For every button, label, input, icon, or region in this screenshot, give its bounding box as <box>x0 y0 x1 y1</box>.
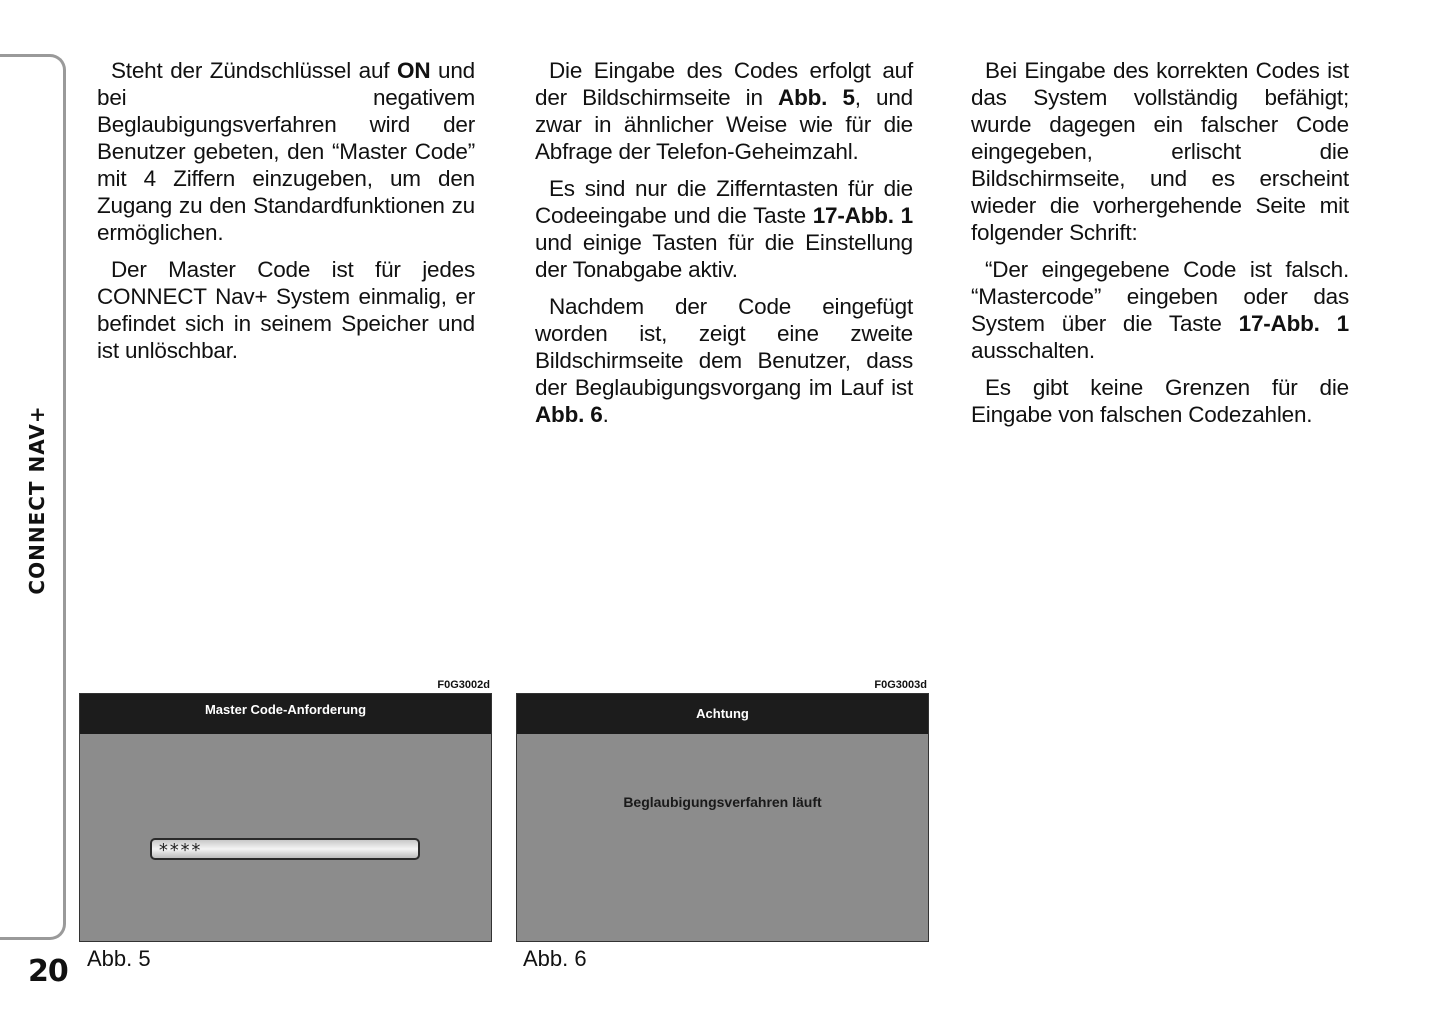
attention-screen <box>516 693 929 942</box>
figure-code: F0G3003d <box>874 679 927 691</box>
status-message: Beglaubigungsverfahren läuft <box>623 794 822 810</box>
text-column-2 <box>535 57 913 438</box>
paragraph <box>535 57 913 165</box>
bold-text: ON <box>397 58 431 83</box>
bold-text: Abb. 5 <box>778 85 855 110</box>
paragraph: Es gibt keine Grenzen für die Eingabe von falschen Codezahlen. <box>971 375 1349 427</box>
text-run: , und zwar in ähnlicher Weise wie für die Abfrage der Telefon-Geheimzahl. <box>535 85 913 164</box>
text-run: “Der eingegebene Code ist falsch. “Mastercode” eingeben oder das System über die Taste <box>971 257 1349 336</box>
figure-code: F0G3002d <box>437 679 490 691</box>
bold-text: 17-Abb. 1 <box>812 203 913 228</box>
paragraph: Der Master Code ist für jedes CONNECT Nav+ System einmalig, er befindet sich in seinem Speicher und ist unlöschbar. <box>97 257 475 363</box>
paragraph <box>971 256 1349 364</box>
figure-caption: Abb. 5 <box>87 946 151 971</box>
text-run: und einige Tasten für die Einstellung der Tonabgabe aktiv. <box>535 230 913 282</box>
text-column-1 <box>97 57 475 374</box>
section-label: CONNECT NAV+ <box>25 405 49 595</box>
text-run: Steht der Zündschlüssel auf <box>111 58 398 83</box>
text-run: Die Eingabe des Codes erfolgt auf der Bildschirmseite in <box>535 58 913 110</box>
master-code-input[interactable]: **** <box>150 838 420 860</box>
text-run: Nachdem der Code eingefügt worden ist, zeigt eine zweite Bildschirmseite dem Benutzer, dass der Beglaubigungsvorgang im Lauf ist <box>535 294 913 400</box>
master-code-screen <box>79 693 492 942</box>
text-run: . <box>602 402 609 427</box>
bold-text: 17-Abb. 1 <box>1238 311 1349 336</box>
paragraph <box>535 175 913 283</box>
screen-header: Achtung <box>517 694 928 734</box>
text-run: ausschalten. <box>971 338 1095 363</box>
paragraph <box>97 57 475 246</box>
bold-text: Abb. 6 <box>535 402 603 427</box>
text-run: und bei negativem Beglaubigungsverfahren wird der Benutzer gebeten, den “Master Code” mit 4 Ziffern einzugeben, um den Zugang zu den Standardfunktionen zu ermöglichen. <box>97 58 475 245</box>
paragraph <box>535 293 913 428</box>
text-run: Es sind nur die Zifferntasten für die Codeeingabe und die Taste <box>535 176 913 228</box>
text-column-3 <box>971 57 1349 438</box>
page-number: 20 <box>28 954 68 989</box>
screen-header: Master Code-Anforderung <box>80 694 491 734</box>
paragraph: Bei Eingabe des korrekten Codes ist das System vollständig befähigt; wurde dagegen ein falscher Code eingegeben, erlischt die Bildschirmseite, und es erscheint wieder die vorhergehende Seite mit folgender Schrift: <box>971 58 1349 245</box>
figure-caption: Abb. 6 <box>523 946 587 971</box>
